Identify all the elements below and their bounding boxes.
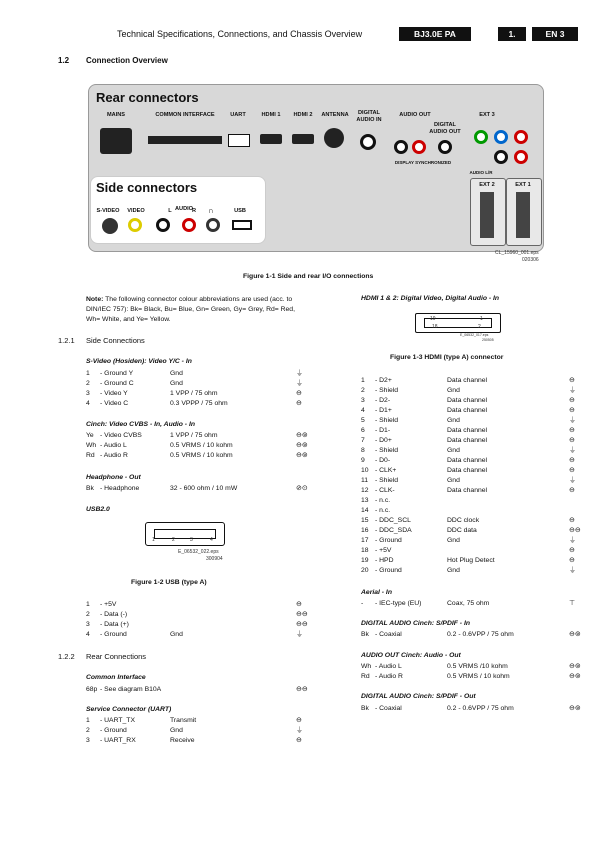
pin-signal: - DDC_SDA bbox=[375, 527, 412, 534]
pin-description: Gnd bbox=[447, 387, 460, 394]
pin-description: Data channel bbox=[447, 407, 488, 414]
pin-number: Bk bbox=[361, 631, 369, 638]
pin-symbol: ⏚ bbox=[569, 567, 576, 574]
pin-symbol: ⊖⊖ bbox=[569, 527, 581, 534]
hdmi-pin-18: 18 bbox=[432, 324, 438, 330]
pin-number: - bbox=[361, 600, 364, 607]
pin-symbol: ⊖⊖ bbox=[296, 686, 308, 693]
pin-signal: - Ground bbox=[100, 631, 127, 638]
pin-description: 32 - 600 ohm / 10 mW bbox=[170, 485, 238, 492]
table-row bbox=[361, 672, 589, 682]
pin-description: Transmit bbox=[170, 717, 197, 724]
pin-number: 18 bbox=[361, 547, 369, 554]
s121-title: Side Connections bbox=[86, 336, 145, 345]
usb-diagram bbox=[145, 522, 225, 546]
pin-description: Gnd bbox=[447, 537, 460, 544]
pin-number: 20 bbox=[361, 567, 369, 574]
table-row bbox=[361, 599, 589, 609]
usb-pin-3: 3 bbox=[190, 537, 193, 543]
pin-symbol: ⏚ bbox=[569, 477, 576, 484]
table-row bbox=[86, 736, 316, 746]
pin-signal: - UART_TX bbox=[100, 717, 135, 724]
pin-symbol: ⊖ bbox=[569, 547, 575, 554]
pin-number: 5 bbox=[361, 417, 365, 424]
mains-label: MAINS bbox=[106, 112, 126, 118]
pin-symbol: ⊖⊚ bbox=[569, 631, 581, 638]
audio-l-connector bbox=[156, 218, 170, 232]
pin-symbol: ⊖⊚ bbox=[569, 673, 581, 680]
pin-symbol: ⊖⊚ bbox=[296, 452, 308, 459]
ext2-scart bbox=[480, 192, 494, 238]
hdmi-heading: HDMI 1 & 2: Digital Video, Digital Audio - In bbox=[361, 295, 500, 302]
pin-number: 16 bbox=[361, 527, 369, 534]
pin-symbol: ⊖⊚ bbox=[569, 705, 581, 712]
pin-symbol: ⊖ bbox=[296, 717, 302, 724]
uart-connector bbox=[228, 134, 250, 147]
pin-signal: - Ground bbox=[375, 567, 402, 574]
pin-symbol: ⊖ bbox=[569, 517, 575, 524]
usb-tongue bbox=[154, 529, 216, 539]
svideo-connector bbox=[102, 218, 118, 234]
digital-out-heading: DIGITAL AUDIO Cinch: S/PDIF - Out bbox=[361, 693, 476, 700]
fig1-caption: Figure 1-1 Side and rear I/O connections bbox=[243, 273, 374, 280]
table-row bbox=[86, 726, 316, 736]
pin-signal: - UART_RX bbox=[100, 737, 136, 744]
header-title: Technical Specifications, Connections, and Chassis Overview bbox=[117, 29, 363, 39]
hdmi-date: 250505 bbox=[482, 338, 494, 342]
pin-number: 17 bbox=[361, 537, 369, 544]
uart-label: UART bbox=[230, 112, 246, 118]
aerial-heading: Aerial - In bbox=[361, 589, 392, 596]
table-row bbox=[361, 386, 589, 396]
pin-symbol: ⊖ bbox=[569, 427, 575, 434]
table-row bbox=[361, 546, 589, 556]
svideo-label: S-VIDEO bbox=[96, 208, 120, 214]
pin-description: 0.2 - 0.6VPP / 75 ohm bbox=[447, 705, 514, 712]
table-row bbox=[86, 389, 316, 399]
pin-symbol: ⊖⊖ bbox=[296, 611, 308, 618]
pin-number: 1 bbox=[86, 601, 90, 608]
table-row bbox=[361, 416, 589, 426]
table-row bbox=[86, 441, 316, 451]
audio-out-r bbox=[412, 140, 426, 154]
table-row bbox=[361, 406, 589, 416]
pin-signal: - IEC-type (EU) bbox=[375, 600, 422, 607]
io-diagram bbox=[88, 84, 544, 252]
ext3-audio-l bbox=[494, 150, 508, 164]
pin-number: 3 bbox=[86, 621, 90, 628]
digital-out-label: DIGITAL AUDIO OUT bbox=[429, 122, 461, 135]
pin-signal: - Ground Y bbox=[100, 370, 134, 377]
pin-signal: - Shield bbox=[375, 477, 399, 484]
pin-number: 6 bbox=[361, 427, 365, 434]
pin-number: 1 bbox=[361, 377, 365, 384]
note-paragraph: Note: The following connector colour abbreviations are used (acc. to DIN/IEC 757): Bk= Black, Bu= Blue, Gn= Green, Gy= Grey, Rd= Red, Wh= White, and Ye= Yellow. bbox=[86, 296, 295, 323]
pin-number: Wh bbox=[86, 442, 97, 449]
pin-symbol: ⊖⊚ bbox=[296, 442, 308, 449]
pin-description: 0.3 VPPP / 75 ohm bbox=[170, 400, 228, 407]
pin-signal: - D0+ bbox=[375, 437, 392, 444]
pin-description: 1 VPP / 75 ohm bbox=[170, 390, 218, 397]
table-row bbox=[361, 566, 589, 576]
pin-description: Data channel bbox=[447, 467, 488, 474]
pin-description: Data channel bbox=[447, 427, 488, 434]
table-row bbox=[361, 536, 589, 546]
usb-pin-1: 1 bbox=[152, 537, 155, 543]
pin-number: 9 bbox=[361, 457, 365, 464]
s122-title: Rear Connections bbox=[86, 652, 147, 661]
pin-number: 1 bbox=[86, 370, 90, 377]
pin-symbol: ⏚ bbox=[569, 537, 576, 544]
pin-number: 8 bbox=[361, 447, 365, 454]
table-row bbox=[86, 451, 316, 461]
hdmi-caption: Figure 1-3 HDMI (type A) connector bbox=[390, 354, 504, 361]
audio-out-label: AUDIO OUT bbox=[399, 112, 431, 118]
table-row bbox=[361, 526, 589, 536]
pin-signal: - Audio R bbox=[100, 452, 128, 459]
hdmi-pin-2: 2 bbox=[478, 324, 481, 330]
pin-signal: - D2- bbox=[375, 397, 391, 404]
ext1-label: EXT 1 bbox=[515, 182, 531, 188]
pin-symbol: ⏚ bbox=[296, 631, 303, 638]
pin-number: 3 bbox=[361, 397, 365, 404]
audio-l-label: L bbox=[168, 208, 172, 214]
pin-signal: - Coaxial bbox=[375, 705, 402, 712]
pin-signal: - +5V bbox=[100, 601, 117, 608]
pin-symbol: ⊖⊖ bbox=[296, 621, 308, 628]
fig1-date: 020306 bbox=[522, 257, 539, 263]
headphone-icon: ∩ bbox=[208, 206, 214, 215]
pin-signal: - Video C bbox=[100, 400, 129, 407]
pin-number: 1 bbox=[86, 717, 90, 724]
table-row bbox=[361, 396, 589, 406]
pin-symbol: ⏚ bbox=[569, 447, 576, 454]
hdmi-pin-19: 19 bbox=[430, 316, 436, 322]
pin-signal: - n.c. bbox=[375, 497, 391, 504]
pin-signal: - Ground bbox=[100, 727, 127, 734]
pin-symbol: ⏚ bbox=[296, 727, 303, 734]
audio-label: AUDIO bbox=[174, 206, 194, 212]
table-row bbox=[86, 630, 316, 640]
pin-signal: - Shield bbox=[375, 387, 399, 394]
chapter-tab: 1. bbox=[498, 27, 526, 41]
table-row bbox=[86, 399, 316, 409]
section-title: Connection Overview bbox=[86, 56, 168, 65]
pin-description: 0.5 VRMS / 10 kohm bbox=[447, 673, 510, 680]
ext2-label: EXT 2 bbox=[479, 182, 495, 188]
pin-number: 2 bbox=[86, 380, 90, 387]
table-row bbox=[361, 376, 589, 386]
table-row bbox=[361, 476, 589, 486]
pin-symbol: ⊖ bbox=[569, 397, 575, 404]
ci-label: COMMON INTERFACE bbox=[155, 112, 215, 118]
pin-number: 15 bbox=[361, 517, 369, 524]
pin-signal: - Shield bbox=[375, 447, 399, 454]
table-row bbox=[361, 456, 589, 466]
pin-symbol: ⊖ bbox=[296, 601, 302, 608]
pin-description: 0.2 - 0.6VPP / 75 ohm bbox=[447, 631, 514, 638]
pin-number: 4 bbox=[86, 400, 90, 407]
table-row bbox=[361, 662, 589, 672]
table-row bbox=[361, 556, 589, 566]
pin-signal: - DDC_SCL bbox=[375, 517, 411, 524]
pin-description: Gnd bbox=[170, 380, 183, 387]
s122-num: 1.2.2 bbox=[58, 652, 75, 661]
pin-description: Data channel bbox=[447, 457, 488, 464]
pin-number: 68p bbox=[86, 686, 98, 693]
pin-number: Bk bbox=[86, 485, 94, 492]
pin-description: 0.5 VRMS /10 kohm bbox=[447, 663, 508, 670]
pin-signal: - Data (-) bbox=[100, 611, 128, 618]
video-connector bbox=[128, 218, 142, 232]
usb-label: USB bbox=[234, 208, 246, 214]
pin-number: 7 bbox=[361, 437, 365, 444]
pin-number: 4 bbox=[361, 407, 365, 414]
pin-description: DDC data bbox=[447, 527, 477, 534]
pin-number: 3 bbox=[86, 390, 90, 397]
hdmi-diagram bbox=[415, 313, 501, 333]
pin-number: 2 bbox=[86, 727, 90, 734]
hdmi1-label: HDMI 1 bbox=[261, 112, 281, 118]
pin-symbol: ⊖ bbox=[569, 557, 575, 564]
pin-signal: - Audio L bbox=[375, 663, 402, 670]
pin-number: 14 bbox=[361, 507, 369, 514]
rear-title: Rear connectors bbox=[96, 90, 199, 105]
table-row bbox=[361, 704, 589, 714]
svideo-heading: S-Video (Hosiden): Video Y/C - In bbox=[86, 358, 192, 365]
table-row bbox=[86, 685, 316, 695]
pin-signal: - Ground bbox=[375, 537, 402, 544]
uart-heading: Service Connector (UART) bbox=[86, 706, 172, 713]
pin-symbol: ⏚ bbox=[296, 380, 303, 387]
pin-number: 2 bbox=[86, 611, 90, 618]
usb-pin-4: 4 bbox=[210, 537, 213, 543]
pin-signal: - Headphone bbox=[100, 485, 140, 492]
pin-signal: - Data (+) bbox=[100, 621, 129, 628]
pin-description: Gnd bbox=[170, 727, 183, 734]
ext3-pb bbox=[494, 130, 508, 144]
hdmi1-connector bbox=[260, 134, 282, 144]
pin-symbol: ⊖ bbox=[569, 457, 575, 464]
pin-symbol: ⊖ bbox=[296, 390, 302, 397]
pin-description: Gnd bbox=[447, 447, 460, 454]
pin-signal: - Audio L bbox=[100, 442, 127, 449]
pin-symbol: ⊖ bbox=[569, 487, 575, 494]
mains-connector bbox=[100, 128, 132, 154]
ci-slot bbox=[148, 136, 222, 144]
pin-description: Gnd bbox=[447, 417, 460, 424]
ext1-scart bbox=[516, 192, 530, 238]
table-row bbox=[361, 486, 589, 496]
pin-number: 2 bbox=[361, 387, 365, 394]
pin-description: 1 VPP / 75 ohm bbox=[170, 432, 218, 439]
ext3-audio-r bbox=[514, 150, 528, 164]
ext3-label: EXT 3 bbox=[479, 112, 495, 118]
pin-symbol: ⊖ bbox=[296, 400, 302, 407]
table-row bbox=[361, 630, 589, 640]
page-tab: EN 3 bbox=[532, 27, 578, 41]
pin-number: Ye bbox=[86, 432, 94, 439]
pin-number: Rd bbox=[86, 452, 95, 459]
pin-number: 12 bbox=[361, 487, 369, 494]
pin-symbol: ⊖⊚ bbox=[569, 663, 581, 670]
table-row bbox=[361, 516, 589, 526]
pin-number: Bk bbox=[361, 705, 369, 712]
audio-r-label: R bbox=[191, 208, 197, 214]
pin-signal: - Audio R bbox=[375, 673, 403, 680]
pin-description: Data channel bbox=[447, 437, 488, 444]
pin-number: 3 bbox=[86, 737, 90, 744]
usb-date: 300904 bbox=[206, 556, 223, 562]
usb-file: E_06532_022.eps bbox=[178, 549, 219, 555]
ext3-y bbox=[474, 130, 488, 144]
antenna-connector bbox=[324, 128, 344, 148]
pin-symbol: ⊘⊙ bbox=[296, 485, 308, 492]
digital-in-heading: DIGITAL AUDIO Cinch: S/PDIF - In bbox=[361, 620, 470, 627]
usb-pin-2: 2 bbox=[172, 537, 175, 543]
table-row bbox=[86, 484, 316, 494]
pin-number: 19 bbox=[361, 557, 369, 564]
section-number: 1.2 bbox=[58, 56, 70, 65]
pin-description: Gnd bbox=[170, 370, 183, 377]
table-row bbox=[361, 496, 589, 506]
digital-in-connector bbox=[360, 134, 376, 150]
digital-out-connector bbox=[438, 140, 452, 154]
pin-description: Gnd bbox=[170, 631, 183, 638]
pin-description: Hot Plug Detect bbox=[447, 557, 495, 564]
headphone-connector bbox=[206, 218, 220, 232]
pin-number: 13 bbox=[361, 497, 369, 504]
pin-symbol: ⊖ bbox=[569, 377, 575, 384]
table-row bbox=[361, 506, 589, 516]
pin-description: Gnd bbox=[447, 567, 460, 574]
table-row bbox=[86, 610, 316, 620]
pin-description: DDC clock bbox=[447, 517, 480, 524]
pin-signal: - CLK- bbox=[375, 487, 395, 494]
pin-signal: - D1- bbox=[375, 427, 391, 434]
table-row bbox=[86, 600, 316, 610]
fig1-file: CL_15960_001.eps bbox=[495, 250, 539, 256]
pin-symbol: ⏚ bbox=[569, 417, 576, 424]
ext3-pr bbox=[514, 130, 528, 144]
usb-heading: USB2.0 bbox=[86, 506, 110, 513]
pin-signal: - D0- bbox=[375, 457, 391, 464]
pin-signal: - n.c. bbox=[375, 507, 391, 514]
hdmi-file: E_06532_017.eps bbox=[460, 333, 489, 337]
pin-signal: - HPD bbox=[375, 557, 394, 564]
antenna-label: ANTENNA bbox=[321, 112, 349, 118]
hdmi2-label: HDMI 2 bbox=[293, 112, 313, 118]
pin-description: Data channel bbox=[447, 397, 488, 404]
pin-signal: - +5V bbox=[375, 547, 392, 554]
pin-symbol: ⊖ bbox=[296, 737, 302, 744]
pin-symbol: ⊖ bbox=[569, 437, 575, 444]
digital-in-label: DIGITAL AUDIO IN bbox=[356, 110, 382, 123]
ci-heading: Common Interface bbox=[86, 674, 146, 681]
table-row bbox=[86, 620, 316, 630]
side-title: Side connectors bbox=[96, 180, 198, 195]
table-row bbox=[86, 716, 316, 726]
display-sync-label: DISPLAY SYNCHRONIZED bbox=[394, 160, 452, 165]
table-row bbox=[361, 436, 589, 446]
ext3-audio-label: AUDIO L/R bbox=[469, 170, 493, 175]
pin-signal: - Ground C bbox=[100, 380, 134, 387]
pin-signal: - D2+ bbox=[375, 377, 392, 384]
table-row bbox=[86, 431, 316, 441]
table-row bbox=[361, 426, 589, 436]
pin-symbol: ⊤ bbox=[569, 600, 576, 607]
pin-signal: - Shield bbox=[375, 417, 399, 424]
headphone-heading: Headphone - Out bbox=[86, 474, 141, 481]
video-label: VIDEO bbox=[127, 208, 145, 214]
pin-symbol: ⏚ bbox=[296, 370, 303, 377]
audio-out-l bbox=[394, 140, 408, 154]
audio-r-connector bbox=[182, 218, 196, 232]
model-tab: BJ3.0E PA bbox=[399, 27, 471, 41]
pin-signal: - See diagram B10A bbox=[100, 686, 162, 693]
s121-num: 1.2.1 bbox=[58, 336, 75, 345]
pin-description: 0.5 VRMS / 10 kohm bbox=[170, 452, 233, 459]
pin-number: 4 bbox=[86, 631, 90, 638]
pin-number: 11 bbox=[361, 477, 369, 484]
pin-number: 10 bbox=[361, 467, 369, 474]
pin-signal: - Video Y bbox=[100, 390, 128, 397]
pin-symbol: ⊖ bbox=[569, 407, 575, 414]
audio-out-heading: AUDIO OUT Cinch: Audio - Out bbox=[361, 652, 461, 659]
usb-caption: Figure 1-2 USB (type A) bbox=[131, 579, 207, 586]
pin-description: Data channel bbox=[447, 377, 488, 384]
pin-signal: - CLK+ bbox=[375, 467, 397, 474]
table-row bbox=[361, 466, 589, 476]
pin-signal: - D1+ bbox=[375, 407, 392, 414]
cinch-heading: Cinch: Video CVBS - In, Audio - In bbox=[86, 421, 195, 428]
pin-signal: - Coaxial bbox=[375, 631, 402, 638]
pin-symbol: ⊖ bbox=[569, 467, 575, 474]
pin-number: Wh bbox=[361, 663, 372, 670]
hdmi2-connector bbox=[292, 134, 314, 144]
table-row bbox=[86, 369, 316, 379]
pin-description: Coax, 75 ohm bbox=[447, 600, 490, 607]
usb-connector bbox=[232, 220, 252, 230]
pin-symbol: ⏚ bbox=[569, 387, 576, 394]
pin-description: 0.5 VRMS / 10 kohm bbox=[170, 442, 233, 449]
pin-description: Data channel bbox=[447, 487, 488, 494]
pin-symbol: ⊖⊚ bbox=[296, 432, 308, 439]
pin-signal: - Video CVBS bbox=[100, 432, 142, 439]
hdmi-pin-1: 1 bbox=[480, 316, 483, 322]
pin-description: Gnd bbox=[447, 477, 460, 484]
table-row bbox=[361, 446, 589, 456]
pin-description: Receive bbox=[170, 737, 195, 744]
table-row bbox=[86, 379, 316, 389]
pin-number: Rd bbox=[361, 673, 370, 680]
